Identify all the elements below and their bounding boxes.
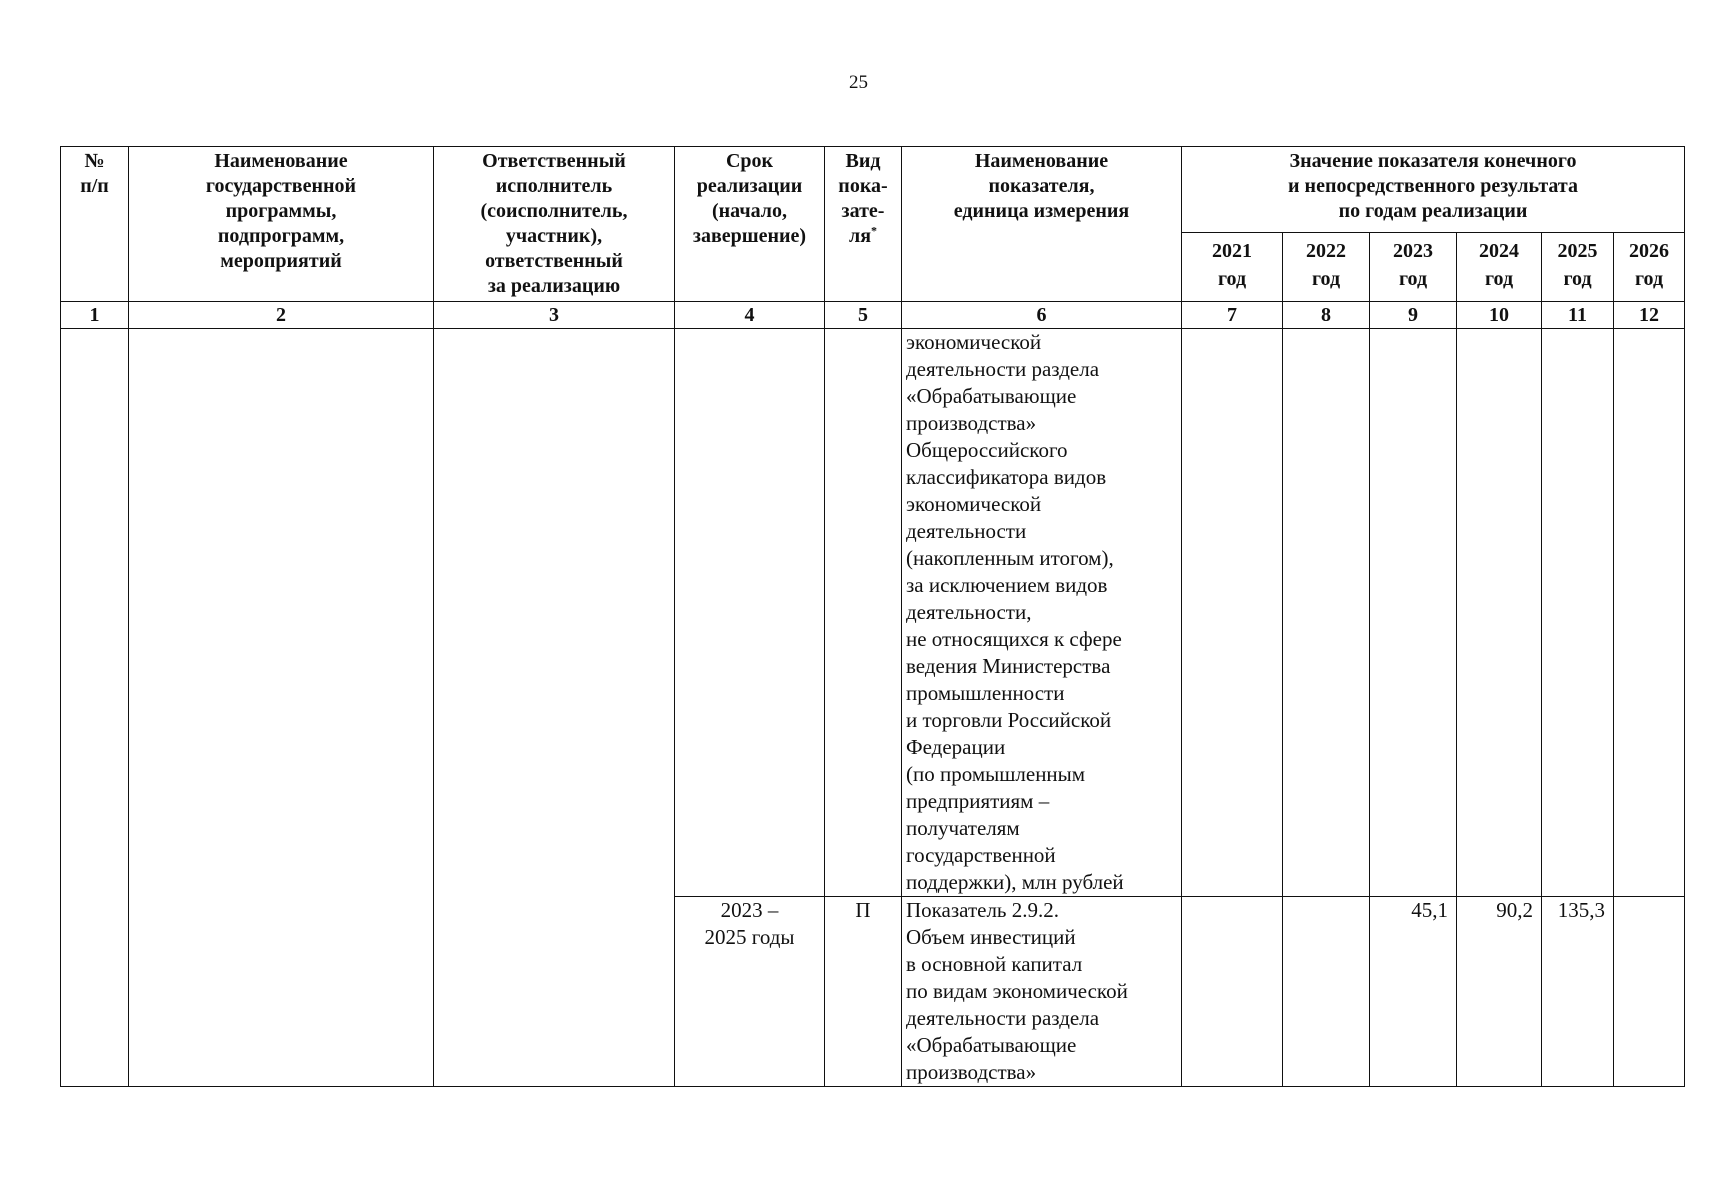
header-col-program: Наименование государственной программы, подпрограмм, мероприятий <box>129 147 434 302</box>
header-year-2022: 2022 год <box>1283 232 1370 301</box>
column-number: 11 <box>1542 302 1614 329</box>
cell-value-2024: 90,2 <box>1457 897 1542 1087</box>
header-col-type-footnote-mark: * <box>871 223 878 238</box>
header-year-2021: 2021 год <box>1182 232 1283 301</box>
header-year-2026: 2026 год <box>1614 232 1685 301</box>
cell-number <box>61 329 129 1087</box>
cell-value-2021 <box>1182 329 1283 897</box>
page-number: 25 <box>849 72 868 93</box>
cell-type <box>825 329 902 897</box>
cell-indicator: Показатель 2.9.2. Объем инвестиций в основной капитал по видам экономической деятельности раздела «Обрабатывающие производства» <box>902 897 1182 1087</box>
header-col-number: № п/п <box>61 147 129 302</box>
header-row <box>61 147 1685 233</box>
header-col-indicator: Наименование показателя, единица измерения <box>902 147 1182 302</box>
cell-program <box>129 329 434 1087</box>
cell-value-2026 <box>1614 897 1685 1087</box>
column-number: 12 <box>1614 302 1685 329</box>
cell-indicator: экономической деятельности раздела «Обрабатывающие производства» Общероссийского классификатора видов экономической деятельности (накопленным итогом), за исключением видов деятельности, не относящихся к сфере ведения Министерства промышленности и торговли Российской Федерации (по промышленным предприятиям – получателям государственной поддержки), млн рублей <box>902 329 1182 897</box>
header-col-type <box>825 147 902 302</box>
column-number: 7 <box>1182 302 1283 329</box>
cell-term <box>675 329 825 897</box>
header-col-term: Срок реализации (начало, завершение) <box>675 147 825 302</box>
header-year-2025: 2025 год <box>1542 232 1614 301</box>
cell-value-2021 <box>1182 897 1283 1087</box>
cell-value-2023 <box>1370 329 1457 897</box>
cell-type: П <box>825 897 902 1087</box>
cell-executor <box>434 329 675 1087</box>
column-number: 8 <box>1283 302 1370 329</box>
column-number-row <box>61 302 1685 329</box>
column-number: 3 <box>434 302 675 329</box>
column-number: 6 <box>902 302 1182 329</box>
column-number: 9 <box>1370 302 1457 329</box>
header-year-2024: 2024 год <box>1457 232 1542 301</box>
cell-value-2026 <box>1614 329 1685 897</box>
header-col-type-label: Вид пока- зате- ля <box>838 150 888 247</box>
header-col-executor: Ответственный исполнитель (соисполнитель, участник), ответственный за реализацию <box>434 147 675 302</box>
column-number: 1 <box>61 302 129 329</box>
column-number: 4 <box>675 302 825 329</box>
cell-value-2024 <box>1457 329 1542 897</box>
cell-value-2025: 135,3 <box>1542 897 1614 1087</box>
cell-value-2022 <box>1283 897 1370 1087</box>
header-group-values: Значение показателя конечного и непосредственного результата по годам реализации <box>1182 147 1685 233</box>
column-number: 5 <box>825 302 902 329</box>
indicator-table <box>60 146 1685 1087</box>
table-row <box>61 329 1685 897</box>
cell-value-2022 <box>1283 329 1370 897</box>
cell-value-2023: 45,1 <box>1370 897 1457 1087</box>
column-number: 2 <box>129 302 434 329</box>
cell-term: 2023 – 2025 годы <box>675 897 825 1087</box>
cell-value-2025 <box>1542 329 1614 897</box>
column-number: 10 <box>1457 302 1542 329</box>
header-year-2023: 2023 год <box>1370 232 1457 301</box>
